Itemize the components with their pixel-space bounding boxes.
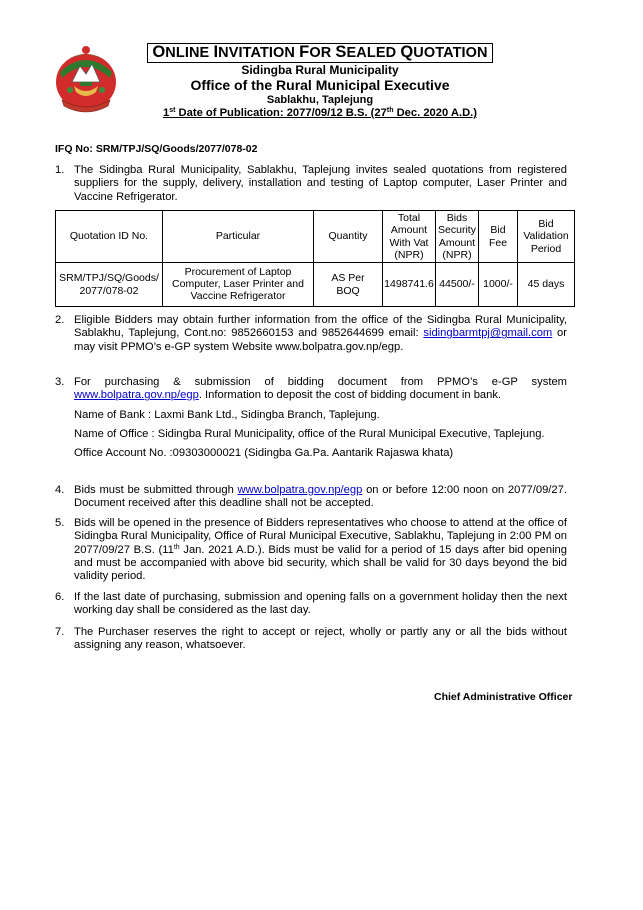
publication-date: [130, 107, 510, 120]
municipality-name: Sidingba Rural Municipality: [241, 63, 399, 77]
header-line: Security: [438, 224, 476, 237]
pub-text-a: Date of Publication: 2077/09/12 B.S. (27: [175, 107, 387, 119]
clause-text-b: . Information to deposit the cost of bidding document in bank.: [198, 389, 502, 402]
cell-line: BOQ: [336, 284, 360, 297]
clause-text: [74, 517, 567, 583]
clause-number: 4.: [55, 484, 65, 496]
pub-text-b: Dec. 2020 A.D.): [393, 107, 477, 119]
clause-text-b: Jan. 2021 A.D.). Bids must be valid for a period of 15 days after bid opening and must be accompanied with above bid security, which shall be valid for 30 days beyond the bid validity period.: [74, 543, 567, 583]
cell-total-amount: 1498741.6: [383, 263, 436, 307]
ifq-number: IFQ No: SRM/TPJ/SQ/Goods/2077/078-02: [55, 143, 258, 155]
header-line: Validation: [523, 230, 569, 243]
header-line: Total: [397, 212, 421, 225]
clause-text: The Purchaser reserves the right to accept or reject, wholly or partly any or all the bids without assigning any reason, whatsoever.: [74, 626, 567, 652]
title-part: F: [299, 43, 310, 61]
header-line: With Vat: [389, 236, 429, 249]
pub-sup2: th: [386, 107, 394, 114]
cell-line: SRM/TPJ/SQ/Goods/: [59, 272, 159, 285]
clause-4: [55, 484, 567, 511]
clause-text: [74, 484, 567, 511]
cell-bid-fee: 1000/-: [479, 263, 518, 307]
cell-particular: [163, 263, 314, 307]
clause-number: 1.: [55, 164, 65, 176]
clause-1: [55, 164, 567, 204]
title-part: I: [213, 43, 219, 61]
account-number: Office Account No. :09303000021 (Sidingba Ga.Pa. Aantarik Rajaswa khata): [74, 447, 454, 460]
clause-text-a: Eligible Bidders may obtain further information from the office of the Sidingba Rural Municipality, Sablakhu, Taplejung, Cont.no: 9852660153 and 9852644699 email:: [74, 314, 567, 340]
office-name: Office of the Rural Municipal Executive: [190, 77, 450, 93]
header-line: Amount: [438, 236, 476, 249]
cell-quantity: [314, 263, 383, 307]
title-part: NVITATION: [218, 45, 300, 61]
cell-line: Computer, Laser Printer and: [172, 278, 304, 291]
clause-number: 7.: [55, 626, 65, 638]
cell-line: 2077/078-02: [79, 284, 139, 297]
clause-text: [74, 376, 567, 403]
pub-ord: 1: [162, 107, 170, 119]
clause-text-a: For purchasing & submission of bidding document from PPMO’s e-GP system: [74, 376, 567, 388]
clause-text-b: on or before 12:00 noon on 2077/09/27. Document received after this deadline shall not be accepted.: [74, 484, 567, 510]
cell-bid-security: 44500/-: [436, 263, 479, 307]
header-line: Bid: [490, 224, 506, 237]
email-link[interactable]: sidingbarmtpj@gmail.com: [423, 327, 553, 340]
table-header-row: [56, 211, 575, 263]
header-line: Period: [530, 242, 562, 255]
cell-line: Procurement of Laptop: [184, 266, 292, 278]
clause-5: [55, 517, 567, 583]
cell-line: Vaccine Refrigerator: [190, 290, 286, 303]
title-part: EALED: [346, 45, 401, 61]
header-line: (NPR): [442, 248, 472, 261]
clause-3: [55, 376, 567, 460]
header-line: Bid: [538, 218, 554, 231]
office-address: Sablakhu, Taplejung: [266, 94, 374, 106]
pub-ord-sup: st: [169, 107, 176, 114]
clause-text: The Sidingba Rural Municipality, Sablakhu, Taplejung invites sealed quotations from registered suppliers for the supply, delivery, installation and testing of Laptop computer, Laser Printer and Vaccine Refrigerator.: [74, 164, 567, 203]
clause-number: 5.: [55, 517, 65, 529]
nepal-government-emblem-icon: [50, 42, 122, 114]
table-row: [56, 263, 575, 307]
cell-line: AS Per: [331, 272, 365, 285]
header-validation-period: [518, 211, 575, 263]
document-title: [147, 43, 492, 63]
title-part: UOTATION: [413, 45, 488, 61]
header-bid-fee: [479, 211, 518, 263]
signature-title: Chief Administrative Officer: [434, 691, 573, 703]
clause-text: [74, 314, 567, 354]
clause-number: 3.: [55, 376, 65, 388]
clause-7: [55, 626, 567, 653]
clause-2: [55, 314, 567, 354]
title-part: Q: [400, 43, 414, 61]
title-part: NLINE: [165, 45, 214, 61]
header-line: Fee: [488, 236, 508, 249]
header-particular: Particular: [163, 211, 314, 263]
clause-text-a: Bids must be submitted through: [74, 484, 238, 496]
header-bid-security: [436, 211, 479, 263]
clause-text-a: Bids will be opened in the presence of Bidders representatives who choose to attend at the office of Sidingba Rural Municipality, Office of Rural Municipal Executive, Sablakhu, Taplejung in 2:00 PM on 2077/09/27 B.S. (11: [74, 517, 567, 556]
clause-text: If the last date of purchasing, submission and opening falls on a government holiday then the next working day shall be considered as the last day.: [74, 591, 567, 617]
document-header: [130, 43, 510, 120]
header-line: (NPR): [394, 248, 424, 261]
header-line: Amount: [390, 224, 428, 237]
clause-number: 6.: [55, 591, 65, 603]
clause-6: [55, 591, 567, 618]
cell-quotation-id: [56, 263, 163, 307]
title-part: O: [152, 43, 166, 61]
header-quotation-id: Quotation ID No.: [56, 211, 163, 263]
header-total-amount: [383, 211, 436, 263]
title-part: OR: [309, 45, 336, 61]
cell-validation-period: 45 days: [518, 263, 575, 307]
clause-sup: th: [173, 543, 180, 551]
bank-name: Name of Bank : Laxmi Bank Ltd., Sidingba Branch, Taplejung.: [74, 408, 380, 421]
header-quantity: Quantity: [314, 211, 383, 263]
title-part: S: [335, 43, 347, 61]
clause-text-b: or may visit PPMO’s e-GP system Website www.bolpatra.gov.np/egp.: [74, 327, 567, 353]
quotation-table: [55, 210, 575, 307]
header-line: Bids: [446, 212, 468, 225]
bolpatra-link[interactable]: www.bolpatra.gov.np/egp: [237, 484, 363, 496]
clause-number: 2.: [55, 314, 65, 326]
bolpatra-link[interactable]: www.bolpatra.gov.np/egp: [74, 389, 199, 402]
office-name-line: Name of Office : Sidingba Rural Municipality, office of the Rural Municipal Executive, Taplejung.: [74, 427, 545, 440]
